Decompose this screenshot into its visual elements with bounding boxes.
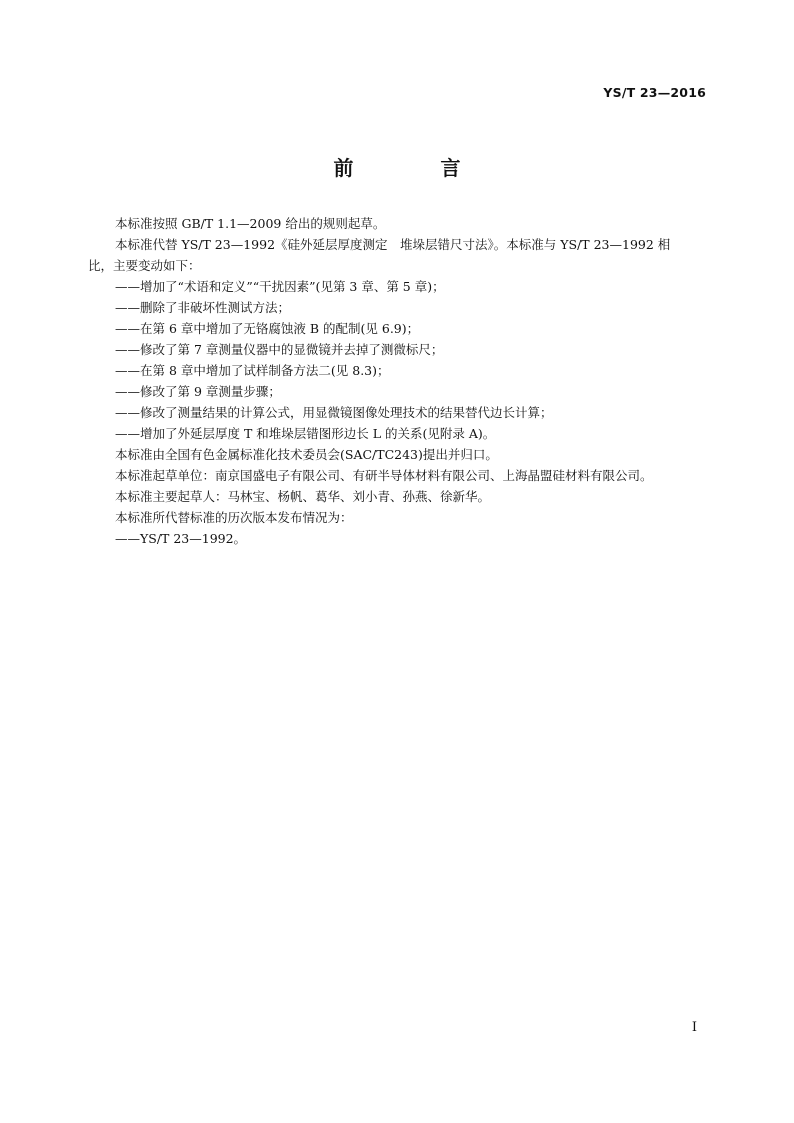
page-title: 前 言: [333, 156, 501, 180]
change-item: ——修改了第 7 章测量仪器中的显微镜并去掉了测微标尺；: [115, 342, 444, 357]
paragraph-proposer: 本标准由全国有色金属标准化技术委员会(SAC/TC243)提出并归口。: [115, 447, 498, 462]
paragraph-drafters: 本标准主要起草人：马林宝、杨帆、葛华、刘小青、孙燕、徐新华。: [115, 489, 491, 504]
change-item: ——在第 8 章中增加了试样制备方法二(见 8.3)；: [115, 363, 390, 378]
foreword-body: [88, 213, 708, 549]
change-item: ——修改了测量结果的计算公式，用显微镜图像处理技术的结果替代边长计算；: [115, 405, 553, 420]
paragraph-history: 本标准所代替标准的历次版本发布情况为：: [115, 510, 353, 525]
history-item: ——YS/T 23—1992。: [115, 531, 247, 546]
standard-number: YS/T 23—2016: [603, 85, 706, 100]
change-item: ——增加了“术语和定义”“干扰因素”(见第 3 章、第 5 章)；: [115, 279, 445, 294]
change-item: ——修改了第 9 章测量步骤；: [115, 384, 281, 399]
change-item: ——删除了非破坏性测试方法；: [115, 300, 291, 315]
page-number: I: [691, 1020, 697, 1035]
change-item: ——在第 6 章中增加了无铬腐蚀液 B 的配制(见 6.9)；: [115, 321, 420, 336]
paragraph-replaces-cont: 比，主要变动如下：: [88, 258, 201, 273]
change-item: ——增加了外延层厚度 T 和堆垛层错图形边长 L 的关系(见附录 A)。: [115, 426, 496, 441]
paragraph-replaces: 本标准代替 YS/T 23—1992《硅外延层厚度测定 堆垛层错尺寸法》。本标准与 YS/T 23—1992 相: [115, 237, 671, 252]
paragraph-drafting-rules: 本标准按照 GB/T 1.1—2009 给出的规则起草。: [115, 216, 386, 231]
paragraph-drafting-units: 本标准起草单位：南京国盛电子有限公司、有研半导体材料有限公司、上海晶盟硅材料有限公司。: [115, 468, 653, 483]
